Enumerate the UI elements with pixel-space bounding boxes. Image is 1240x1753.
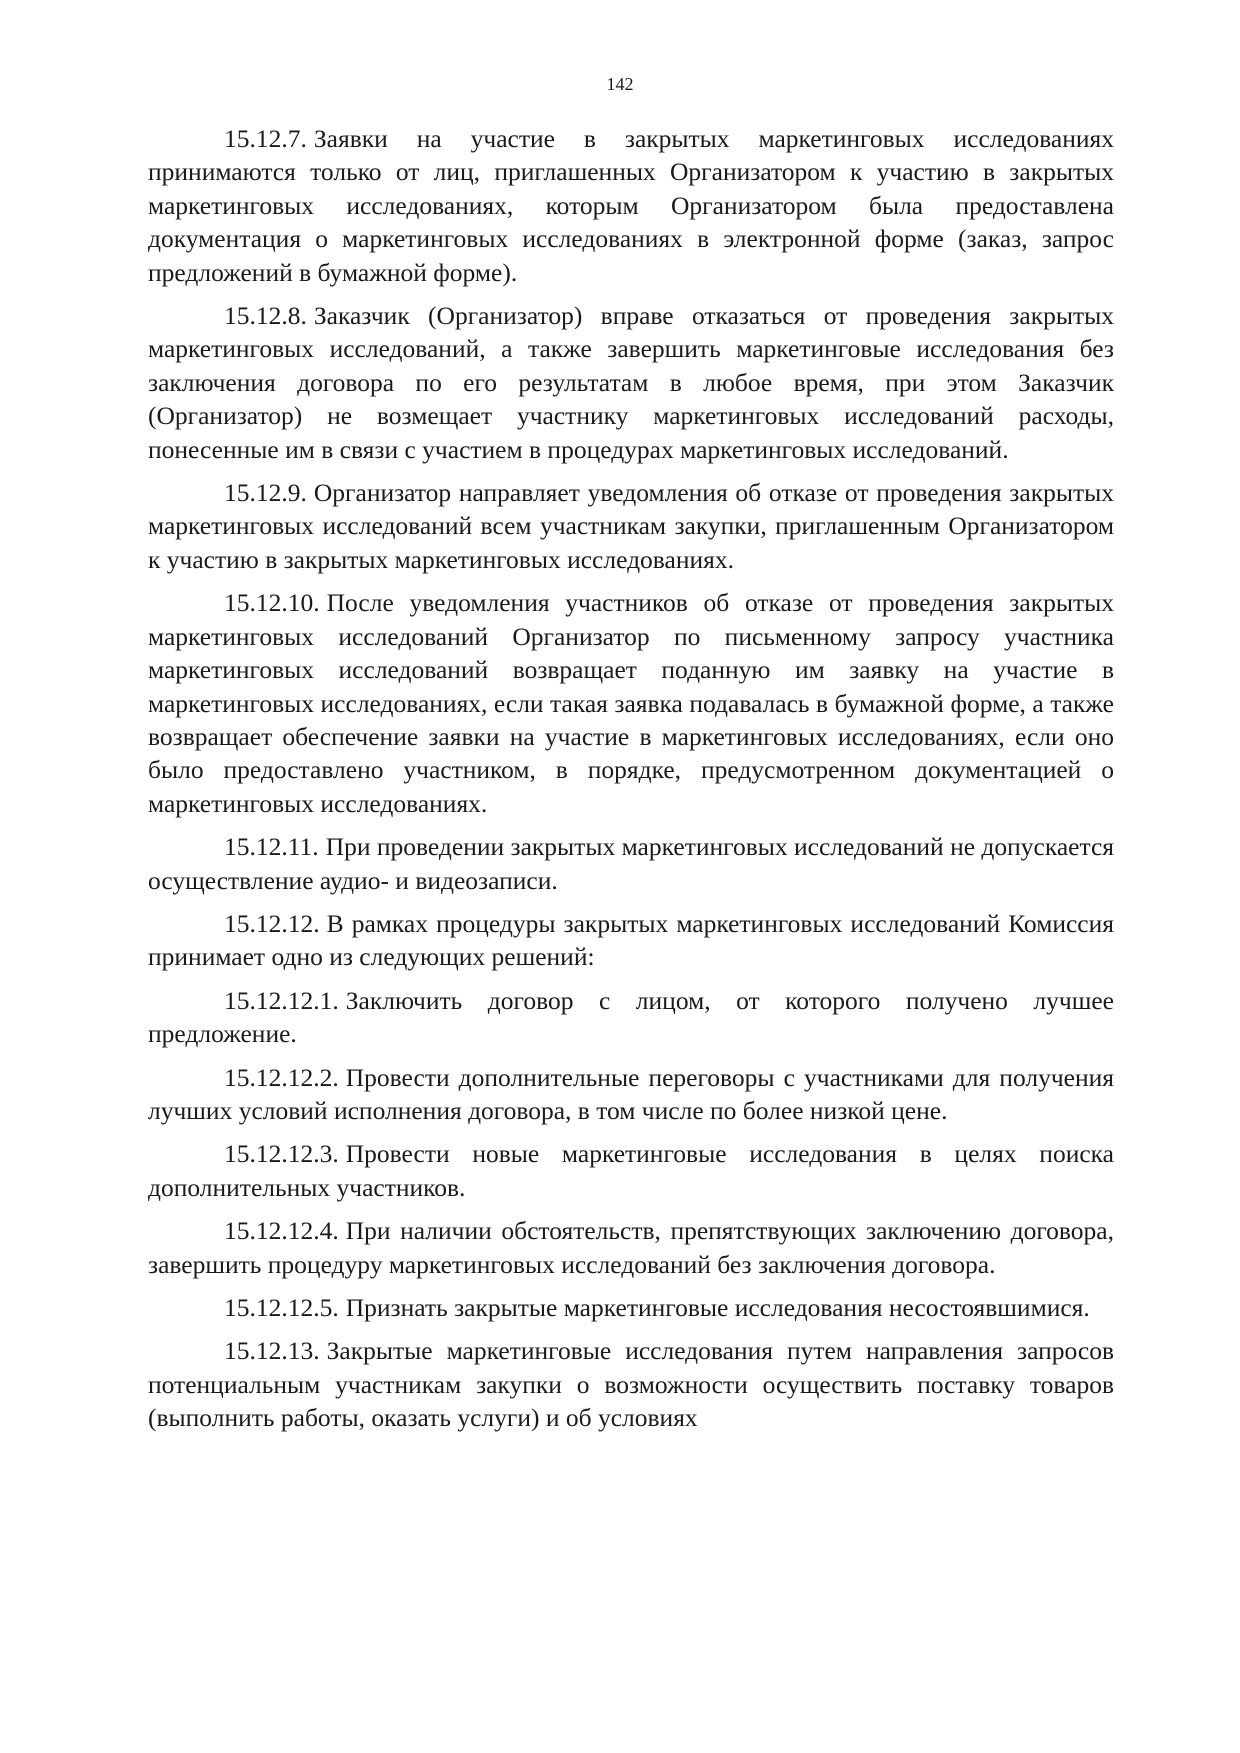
paragraph-15-12-7	[148, 122, 1114, 289]
paragraph-text: Провести новые маркетинговые исследования в целях поиска дополнительных участников.	[148, 1139, 1114, 1202]
paragraph-text: Заключить договор с лицом, от которого получено лучшее предложение.	[148, 985, 1114, 1049]
paragraph-number: 15.12.12.2.	[224, 1062, 339, 1092]
paragraph-number: 15.12.10.	[224, 588, 320, 618]
paragraph-number: 15.12.12.1.	[224, 985, 339, 1015]
paragraph-15-12-12	[148, 907, 1114, 974]
paragraph-number: 15.12.12.5.	[224, 1293, 339, 1322]
paragraph-number: 15.12.12.	[224, 908, 320, 938]
paragraph-15-12-12-4	[148, 1214, 1114, 1281]
paragraph-15-12-12-2	[148, 1061, 1114, 1128]
paragraph-number: 15.12.12.3.	[224, 1139, 339, 1169]
paragraph-15-12-8	[148, 299, 1114, 466]
paragraph-text: При проведении закрытых маркетинговых исследований не допускается осуществление аудио- и видеозаписи.	[148, 832, 1114, 895]
paragraph-number: 15.12.8.	[224, 301, 307, 331]
paragraph-number: 15.12.13.	[224, 1336, 320, 1366]
paragraph-text: При наличии обстоятельств, препятствующих заключению договора, завершить процедуру маркетинговых исследований без заключения договора.	[148, 1216, 1114, 1279]
paragraph-text: В рамках процедуры закрытых маркетинговых исследований Комиссия принимает одно из следующих решений:	[148, 908, 1114, 972]
page-number: 142	[606, 74, 634, 94]
paragraph-15-12-13	[148, 1334, 1114, 1434]
paragraph-text: Закрытые маркетинговые исследования путем направления запросов потенциальным участникам закупки о возможности осуществить поставку товаров (выполнить работы, оказать услуги) и об условиях	[148, 1336, 1114, 1433]
paragraph-15-12-9	[148, 476, 1114, 576]
paragraph-text: Признать закрытые маркетинговые исследования несостоявшимися.	[345, 1293, 1090, 1322]
paragraph-number: 15.12.11.	[224, 832, 319, 862]
paragraph-number: 15.12.9.	[224, 478, 307, 508]
paragraph-15-12-12-1	[148, 984, 1114, 1051]
paragraph-15-12-11	[148, 830, 1114, 897]
paragraph-text: Заявки на участие в закрытых маркетинговых исследованиях принимаются только от лиц, приглашенных Организатором к участию в закрытых маркетинговых исследованиях, которым Организатором была предоставлена документация о маркетинговых исследованиях в электронной форме (заказ, запрос предложений в бумажной форме).	[148, 124, 1114, 287]
paragraph-15-12-10	[148, 586, 1114, 820]
paragraph-text: Заказчик (Организатор) вправе отказаться от проведения закрытых маркетинговых исследований, а также завершить маркетинговые исследования без заключения договора по его результатам в любое время, при этом Заказчик (Организатор) не возмещает участнику маркетинговых исследований расходы, понесенные им в связи с участием в процедурах маркетинговых исследований.	[148, 301, 1114, 464]
paragraph-text: После уведомления участников об отказе от проведения закрытых маркетинговых исследований Организатор по письменному запросу участника маркетинговых исследований возвращает поданную им заявку на участие в маркетинговых исследованиях, если такая заявка подавалась в бумажной форме, а также возвращает обеспечение заявки на участие в маркетинговых исследованиях, если оно было предоставлено участником, в порядке, предусмотренном документацией о маркетинговых исследованиях.	[148, 588, 1114, 818]
paragraph-text: Провести дополнительные переговоры с участниками для получения лучших условий исполнения договора, в том числе по более низкой цене.	[148, 1062, 1114, 1125]
paragraph-15-12-12-5	[148, 1291, 1114, 1324]
paragraph-text: Организатор направляет уведомления об отказе от проведения закрытых маркетинговых исследований всем участникам закупки, приглашенным Организатором к участию в закрытых маркетинговых исследованиях.	[148, 478, 1114, 574]
paragraph-number: 15.12.12.4.	[224, 1216, 339, 1246]
document-body	[148, 122, 1114, 1445]
paragraph-15-12-12-3	[148, 1137, 1114, 1204]
paragraph-number: 15.12.7.	[224, 124, 307, 153]
